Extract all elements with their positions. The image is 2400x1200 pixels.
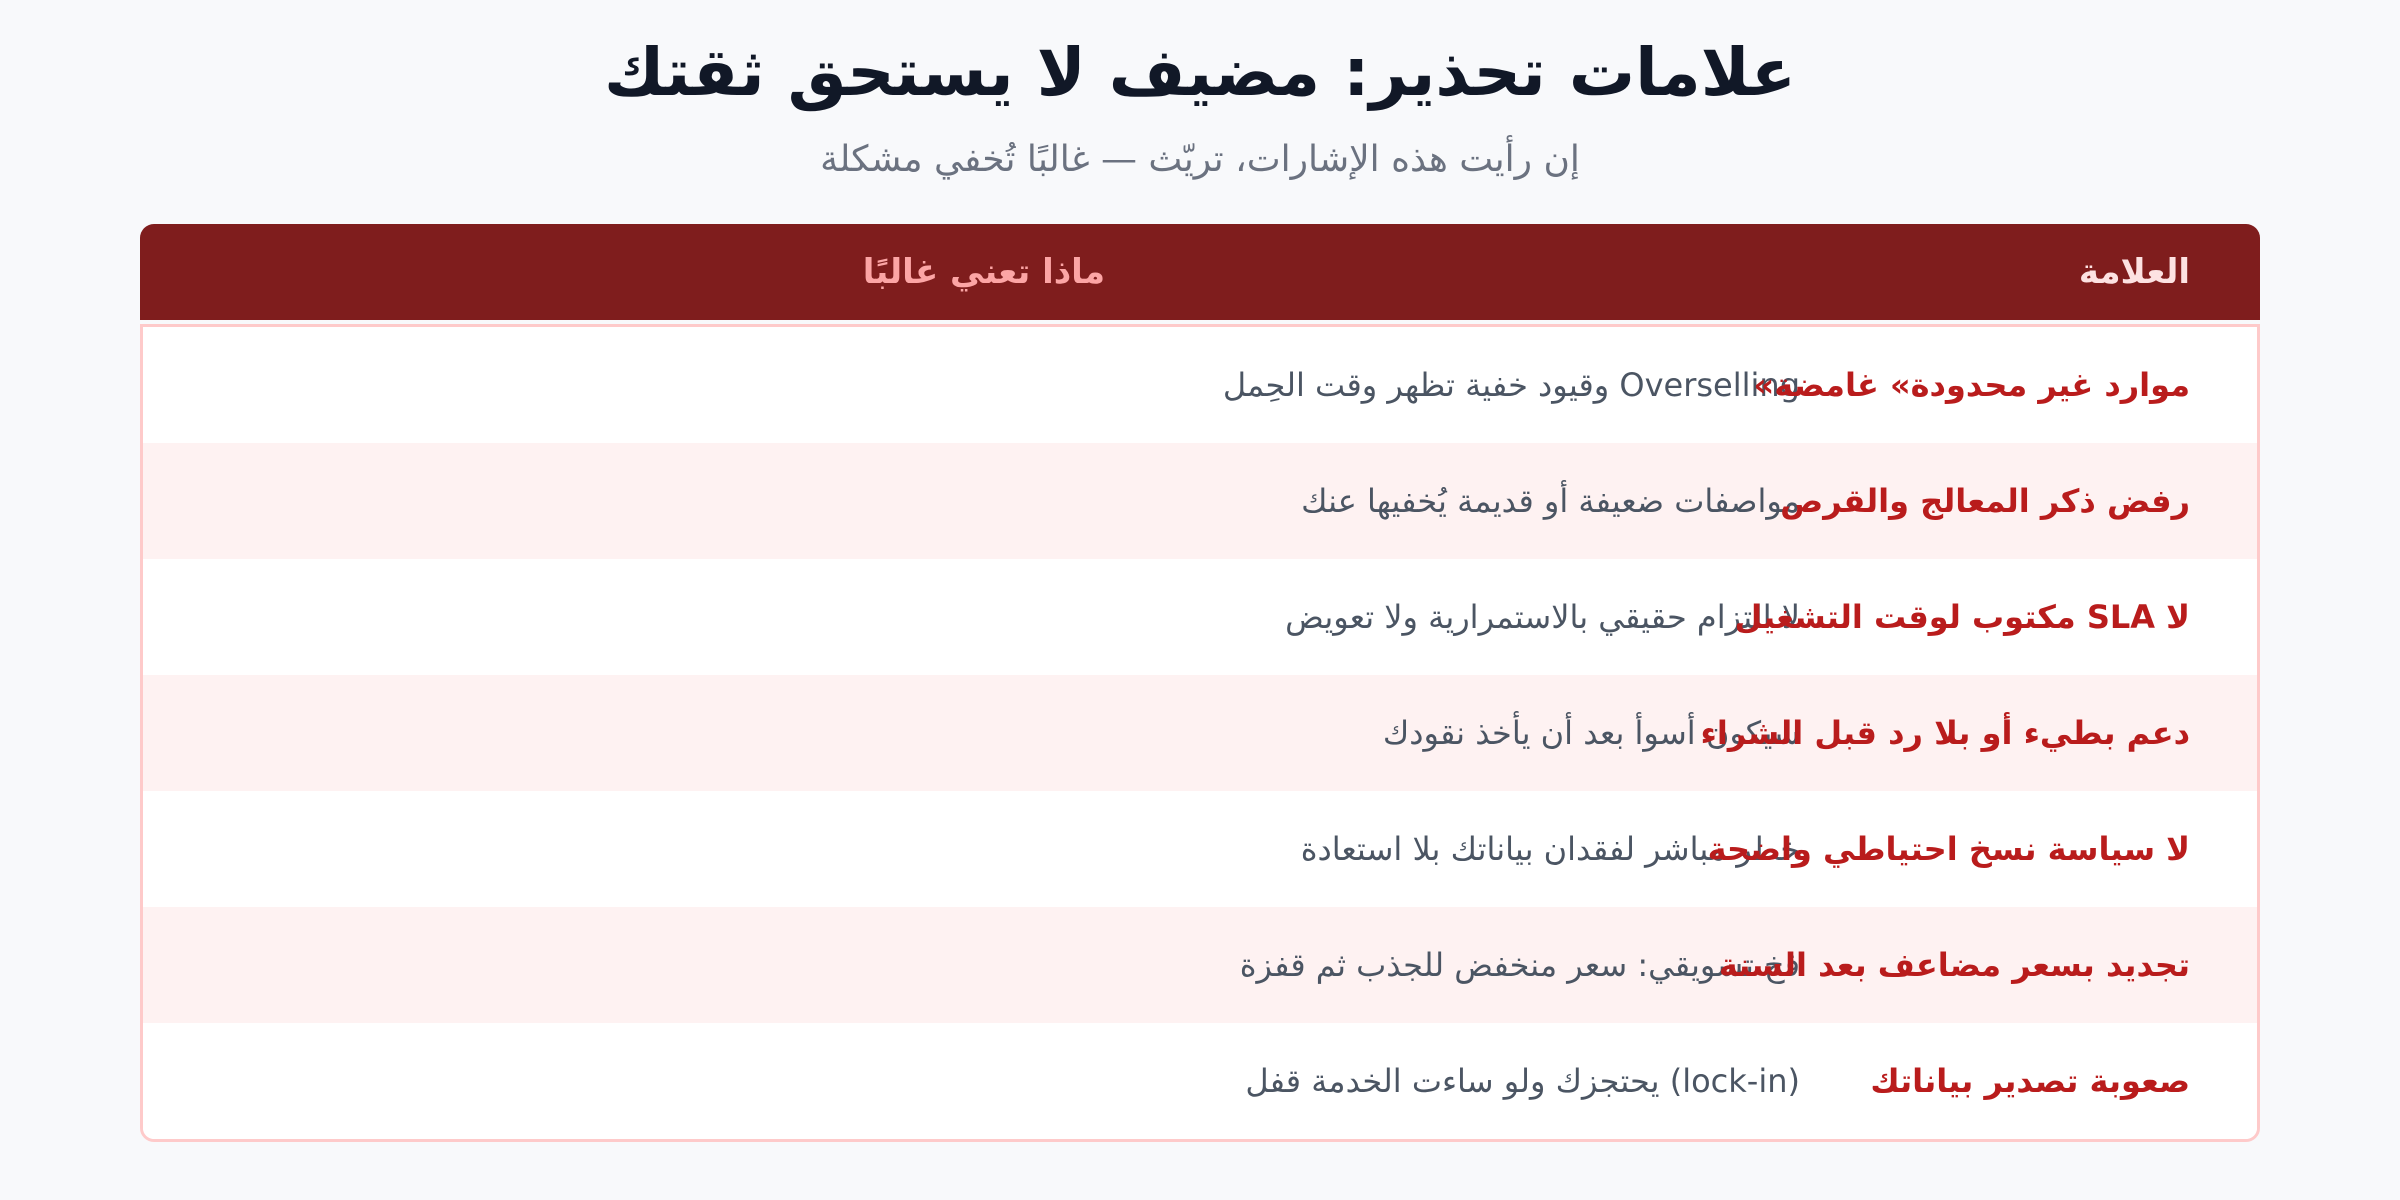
column-header-sign: العلامة [2078,252,2190,292]
sign-cell: لا SLA مكتوب لوقت التشغيل [1734,598,2190,636]
meaning-cell: خطر مباشر لفقدان بياناتك بلا استعادة [1300,830,1800,868]
table-row [143,675,2257,791]
page-subtitle: إن رأيت هذه الإشارات، تريّث — غالبًا تُخفي مشكلة [820,139,1580,180]
table-row [143,791,2257,907]
warning-signs-table [140,224,2260,1142]
table-row [143,559,2257,675]
sign-cell: صعوبة تصدير بياناتك [1870,1062,2190,1100]
table-row [143,1023,2257,1139]
table-row [143,443,2257,559]
sign-cell: موارد غير محدودة» غامضة» [1753,366,2190,404]
sign-cell: رفض ذكر المعالج والقرص [1780,482,2190,520]
sign-cell: لا سياسة نسخ احتياطي واضحة [1707,830,2190,868]
meaning-cell: فخ تسويقي: سعر منخفض للجذب ثم قفزة [1239,946,1800,984]
meaning-cell: (lock-in) يحتجزك ولو ساءت الخدمة قفل [1245,1062,1800,1100]
column-header-meaning: ماذا تعني غالبًا [862,252,1105,292]
sign-cell: دعم بطيء أو بلا رد قبل الشراء [1700,714,2190,752]
table-row [143,327,2257,443]
meaning-cell: لا التزام حقيقي بالاستمرارية ولا تعويض [1285,598,1800,636]
meaning-cell: Overselling وقيود خفية تظهر وقت الحِمل [1222,366,1800,404]
sign-cell: تجديد بسعر مضاعف بعد السنة [1718,946,2190,984]
table-header [140,224,2260,320]
page-title: علامات تحذير: مضيف لا يستحق ثقتك [604,34,1796,111]
table-row [143,907,2257,1023]
table-body [140,324,2260,1142]
meaning-cell: سيكون أسوأ بعد أن يأخذ نقودك [1382,714,1800,752]
meaning-cell: مواصفات ضعيفة أو قديمة يُخفيها عنك [1301,482,1800,520]
